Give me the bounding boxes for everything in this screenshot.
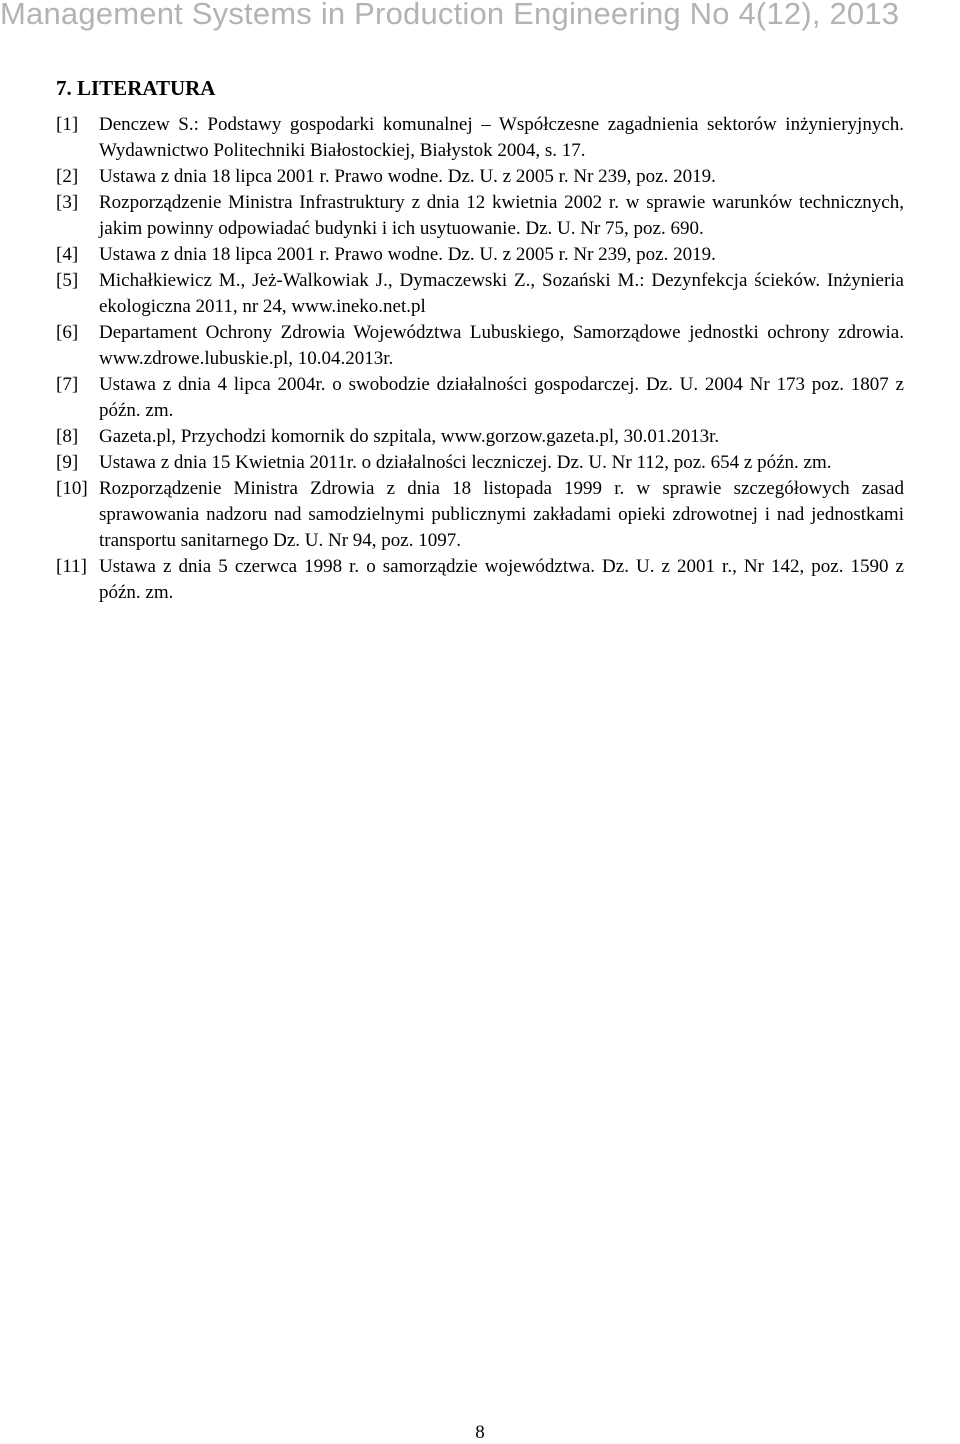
reference-number: [11]	[56, 556, 87, 577]
reference-text: Departament Ochrony Zdrowia Województwa Lubuskiego, Samorządowe jednostki ochrony zdrowia. www.zdrowe.lubuskie.pl, 10.04.2013r.	[99, 322, 904, 369]
reference-text: Ustawa z dnia 4 lipca 2004r. o swobodzie działalności gospodarczej. Dz. U. 2004 Nr 173 poz. 1807 z późn. zm.	[99, 374, 904, 421]
reference-item	[56, 424, 904, 450]
section-title: 7. LITERATURA	[56, 76, 216, 100]
reference-number: [2]	[56, 166, 79, 187]
reference-item	[56, 372, 904, 424]
reference-item	[56, 450, 904, 476]
reference-item	[56, 164, 904, 190]
reference-text: Michałkiewicz M., Jeż-Walkowiak J., Dymaczewski Z., Sozański M.: Dezynfekcja ścieków. Inżynieria ekologiczna 2011, nr 24, www.ineko.net.pl	[99, 270, 904, 317]
reference-text: Ustawa z dnia 5 czerwca 1998 r. o samorządzie województwa. Dz. U. z 2001 r., Nr 142, poz. 1590 z późn. zm.	[99, 556, 904, 603]
reference-number: [3]	[56, 192, 79, 213]
reference-item	[56, 242, 904, 268]
reference-number: [9]	[56, 452, 79, 473]
reference-list	[56, 112, 904, 606]
reference-item	[56, 554, 904, 606]
reference-item	[56, 268, 904, 320]
page-number: 8	[475, 1422, 485, 1443]
reference-number: [5]	[56, 270, 79, 291]
reference-text: Denczew S.: Podstawy gospodarki komunalnej – Współczesne zagadnienia sektorów inżynieryjnych. Wydawnictwo Politechniki Białostockiej, Białystok 2004, s. 17.	[99, 114, 904, 161]
reference-number: [1]	[56, 114, 79, 135]
reference-item	[56, 190, 904, 242]
reference-number: [8]	[56, 426, 79, 447]
reference-text: Rozporządzenie Ministra Zdrowia z dnia 18 listopada 1999 r. w sprawie szczegółowych zasad sprawowania nadzoru nad samodzielnymi publicznymi zakładami opieki zdrowotnej i nad jednostkami transportu sanitarnego Dz. U. Nr 94, poz. 1097.	[99, 478, 904, 551]
reference-item	[56, 476, 904, 554]
reference-text: Rozporządzenie Ministra Infrastruktury z dnia 12 kwietnia 2002 r. w sprawie warunków technicznych, jakim powinny odpowiadać budynki i ich usytuowanie. Dz. U. Nr 75, poz. 690.	[99, 192, 904, 239]
reference-text: Gazeta.pl, Przychodzi komornik do szpitala, www.gorzow.gazeta.pl, 30.01.2013r.	[99, 426, 720, 447]
reference-number: [7]	[56, 374, 79, 395]
reference-text: Ustawa z dnia 15 Kwietnia 2011r. o działalności leczniczej. Dz. U. Nr 112, poz. 654 z późn. zm.	[99, 452, 832, 473]
reference-text: Ustawa z dnia 18 lipca 2001 r. Prawo wodne. Dz. U. z 2005 r. Nr 239, poz. 2019.	[99, 166, 716, 187]
reference-number: [6]	[56, 322, 79, 343]
journal-header: Management Systems in Production Engineering No 4(12), 2013	[0, 0, 900, 31]
reference-number: [10]	[56, 478, 88, 499]
reference-item	[56, 320, 904, 372]
reference-text: Ustawa z dnia 18 lipca 2001 r. Prawo wodne. Dz. U. z 2005 r. Nr 239, poz. 2019.	[99, 244, 716, 265]
reference-number: [4]	[56, 244, 79, 265]
document-body	[56, 74, 904, 606]
reference-item	[56, 112, 904, 164]
